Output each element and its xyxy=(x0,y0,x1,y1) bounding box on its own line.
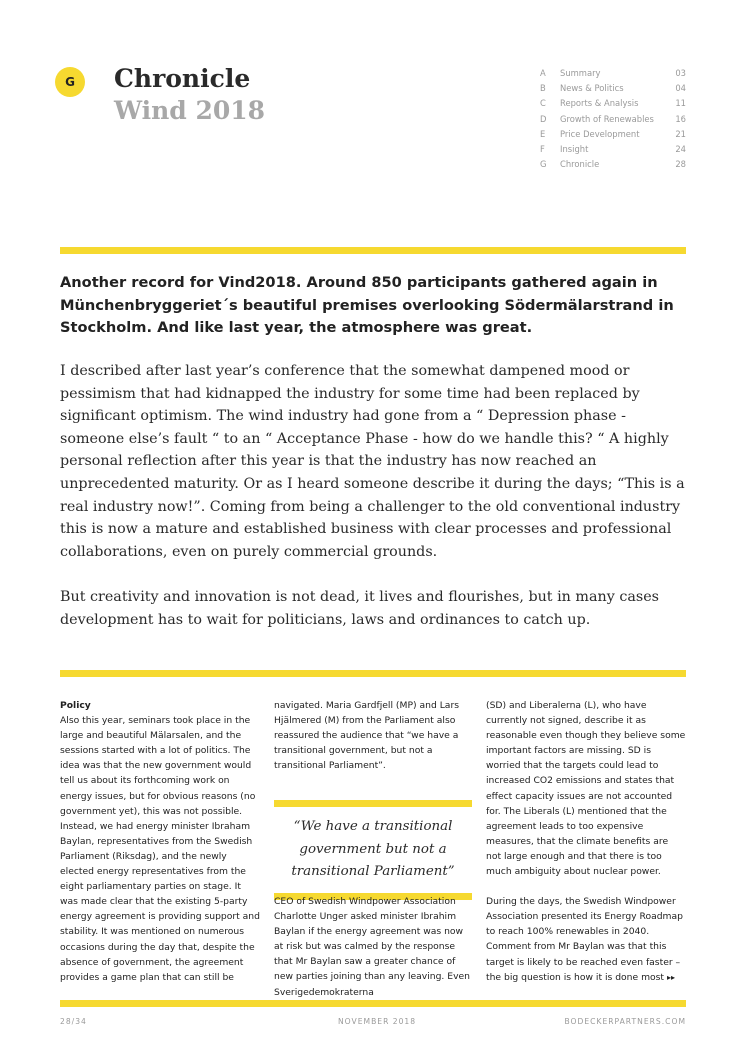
column-2-bottom xyxy=(274,894,474,1000)
toc-page: 04 xyxy=(675,83,686,94)
column-3 xyxy=(486,698,686,985)
page-title: Chronicle xyxy=(114,64,251,93)
toc-item-price-development[interactable] xyxy=(540,127,686,142)
article-paragraph-2: But creativity and innovation is not dead, it lives and flourishes, but in many cases development has to wait for politicians, laws and ordinances to catch up. xyxy=(60,589,659,628)
article-intro: Another record for Vind2018. Around 850 participants gathered again in Münchenbryggeriet´s beautiful premises overlooking Södermälarstrand in Stockholm. And like last year, the atmosphere was great. xyxy=(60,274,674,337)
section-heading-policy: Policy xyxy=(60,700,91,711)
footer-date: NOVEMBER 2018 xyxy=(338,1017,417,1026)
toc-page: 24 xyxy=(675,143,686,154)
toc-item-growth-of-renewables[interactable] xyxy=(540,112,686,127)
toc-page: 21 xyxy=(675,128,686,139)
pull-quote xyxy=(274,800,472,900)
table-of-contents xyxy=(540,66,686,172)
column-3-paragraph-1: (SD) and Liberalerna (L), who have currently not signed, describe it as reasonable even though they believe some important factors are missing. SD is worried that the targets could lead to increased CO2 emissions and states that effect capacity issues are not accounted for. The Liberals (L) mentioned that the agreement leads to too expensive measures, that the climate benefits are not large enough and that there is too much ambiguity about nuclear power. xyxy=(486,700,686,878)
toc-letter: D xyxy=(540,113,547,124)
toc-label: Price Development xyxy=(560,128,640,139)
toc-page: 03 xyxy=(675,68,686,78)
toc-letter: A xyxy=(540,68,546,78)
toc-page: 28 xyxy=(675,159,686,170)
toc-label: Chronicle xyxy=(560,159,600,170)
column-1 xyxy=(60,698,260,985)
toc-label: Insight xyxy=(560,143,589,154)
toc-letter: C xyxy=(540,98,546,109)
toc-letter: E xyxy=(540,128,546,139)
pull-quote-text: “We have a transitional government but not a transitional Parliament” xyxy=(291,819,455,880)
toc-letter: F xyxy=(540,143,545,154)
toc-letter: B xyxy=(540,83,546,94)
toc-label: Summary xyxy=(560,68,601,78)
toc-item-insight[interactable] xyxy=(540,142,686,157)
toc-item-reports-analysis[interactable] xyxy=(540,96,686,111)
divider-bar-top xyxy=(60,247,686,254)
toc-item-summary[interactable] xyxy=(540,66,686,81)
column-2-bottom-text: CEO of Swedish Windpower Association Charlotte Unger asked minister Ibrahim Baylan if the energy agreement was now at risk but was calmed by the response that Mr Baylan saw a greater chance of new parties joining than any leaving. Even Sverigedemokraterna xyxy=(274,896,470,998)
column-3-paragraph-2: During the days, the Swedish Windpower Association presented its Energy Roadmap to reach 100% renewables in 2040. Comment from Mr Baylan was that this target is likely to be reached even faster – the big question is how it is done most ▸▸ xyxy=(486,896,683,983)
toc-page: 11 xyxy=(675,98,686,109)
column-2-top-text: navigated. Maria Gardfjell (MP) and Lars Hjälmered (M) from the Parliament also reassured the audience that “we have a transitional government, but not a transitional Parliament”. xyxy=(274,700,460,772)
footer-page-number: 28/34 xyxy=(60,1017,87,1026)
page-subtitle: Wind 2018 xyxy=(114,96,266,125)
toc-item-news-politics[interactable] xyxy=(540,81,686,96)
logo-badge xyxy=(55,67,85,97)
toc-label: News & Politics xyxy=(560,83,624,94)
toc-page: 16 xyxy=(675,113,686,124)
pull-quote-bar-top xyxy=(274,800,472,807)
continue-arrow-icon: ▸▸ xyxy=(666,972,675,982)
toc-label: Reports & Analysis xyxy=(560,98,639,109)
toc-item-chronicle[interactable] xyxy=(540,157,686,172)
footer-website[interactable]: BODECKERPARTNERS.COM xyxy=(564,1017,686,1026)
column-1-text: Also this year, seminars took place in the large and beautiful Mälarsalen, and the sessions started with a lot of politics. The idea was that the new government would tell us about its forthcoming work on energy issues, but for obvious reasons (no government yet), this was not possible. Instead, we had energy minister Ibraham Baylan, representatives from the Swedish Parliament (Riksdag), and the newly elected energy representatives from the eight parliamentary parties on stage. It was made clear that the existing 5-party energy agreement is providing support and stability. It was mentioned on numerous occasions during the day that, despite the absence of government, the agreement provides a game plan that can still be xyxy=(60,715,260,983)
column-2-top xyxy=(274,698,474,773)
divider-bar-middle xyxy=(60,670,686,677)
article-paragraph-1: I described after last year’s conference that the somewhat dampened mood or pessimism that had kidnapped the industry for some time had been replaced by significant optimism. The wind industry had gone from a “ Depression phase - someone else’s fault “ to an “ Acceptance Phase - how do we handle this? “ A highly personal reflection after this year is that the industry has now reached an unprecedented maturity. Or as I heard someone describe it during the days; “This is a real industry now!”. Coming from being a challenger to the old conventional industry this is now a mature and established business with clear processes and professional collaborations, even on purely commercial grounds. xyxy=(60,363,685,560)
logo-letter: G xyxy=(65,75,75,89)
divider-bar-bottom xyxy=(60,1000,686,1007)
toc-letter: G xyxy=(540,159,547,170)
toc-label: Growth of Renewables xyxy=(560,113,654,124)
